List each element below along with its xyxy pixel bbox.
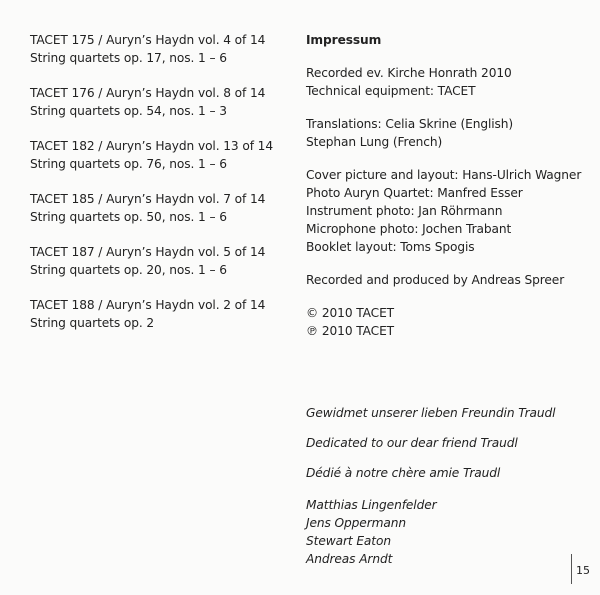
release-description: String quartets op. 2 — [30, 316, 155, 330]
release-description: String quartets op. 17, nos. 1 – 6 — [30, 51, 227, 65]
page-number: 15 — [576, 564, 590, 577]
credit-cover: Cover picture and layout: Hans-Ulrich Wagner — [306, 168, 582, 182]
dedication-english: Dedicated to our dear friend Traudl — [306, 436, 518, 450]
release-title: TACET 187 / Auryn’s Haydn vol. 5 of 14 — [30, 245, 266, 259]
release-description: String quartets op. 20, nos. 1 – 6 — [30, 263, 227, 277]
recording-info — [306, 64, 586, 100]
technical-equipment: Technical equipment: TACET — [306, 84, 476, 98]
credit-quartet-photo: Photo Auryn Quartet: Manfred Esser — [306, 186, 523, 200]
signature-list — [306, 496, 586, 568]
credits-info — [306, 166, 586, 256]
page-number-divider — [571, 554, 572, 584]
release-description: String quartets op. 50, nos. 1 – 6 — [30, 210, 227, 224]
release-item — [30, 243, 290, 279]
copyright-line: © 2010 TACET — [306, 306, 395, 320]
release-title: TACET 175 / Auryn’s Haydn vol. 4 of 14 — [30, 33, 266, 47]
producer-info — [306, 271, 586, 289]
credit-booklet-layout: Booklet layout: Toms Spogis — [306, 240, 475, 254]
release-title: TACET 185 / Auryn’s Haydn vol. 7 of 14 — [30, 192, 266, 206]
translation-english: Translations: Celia Skrine (English) — [306, 117, 514, 131]
signature-name: Stewart Eaton — [306, 534, 391, 548]
impressum-heading: Impressum — [306, 33, 382, 47]
release-description: String quartets op. 76, nos. 1 – 6 — [30, 157, 227, 171]
release-title: TACET 182 / Auryn’s Haydn vol. 13 of 14 — [30, 139, 273, 153]
dedication-section — [306, 404, 586, 568]
release-title: TACET 176 / Auryn’s Haydn vol. 8 of 14 — [30, 86, 266, 100]
release-item — [30, 31, 290, 67]
translation-french: Stephan Lung (French) — [306, 135, 443, 149]
signature-name: Matthias Lingenfelder — [306, 498, 437, 512]
credit-microphone-photo: Microphone photo: Jochen Trabant — [306, 222, 512, 236]
recording-location: Recorded ev. Kirche Honrath 2010 — [306, 66, 512, 80]
impressum-section — [306, 31, 586, 355]
producer-line: Recorded and produced by Andreas Spreer — [306, 273, 565, 287]
release-title: TACET 188 / Auryn’s Haydn vol. 2 of 14 — [30, 298, 266, 312]
signature-name: Jens Oppermann — [306, 516, 407, 530]
release-description: String quartets op. 54, nos. 1 – 3 — [30, 104, 227, 118]
release-item — [30, 296, 290, 332]
release-item — [30, 137, 290, 173]
release-item — [30, 190, 290, 226]
release-item — [30, 84, 290, 120]
dedication-german: Gewidmet unserer lieben Freundin Traudl — [306, 406, 556, 420]
phonogram-line: ℗ 2010 TACET — [306, 324, 395, 338]
copyright-info — [306, 304, 586, 340]
translations-info — [306, 115, 586, 151]
release-list — [30, 31, 290, 349]
signature-name: Andreas Arndt — [306, 552, 393, 566]
credit-instrument-photo: Instrument photo: Jan Röhrmann — [306, 204, 503, 218]
dedication-french: Dédié à notre chère amie Traudl — [306, 466, 501, 480]
